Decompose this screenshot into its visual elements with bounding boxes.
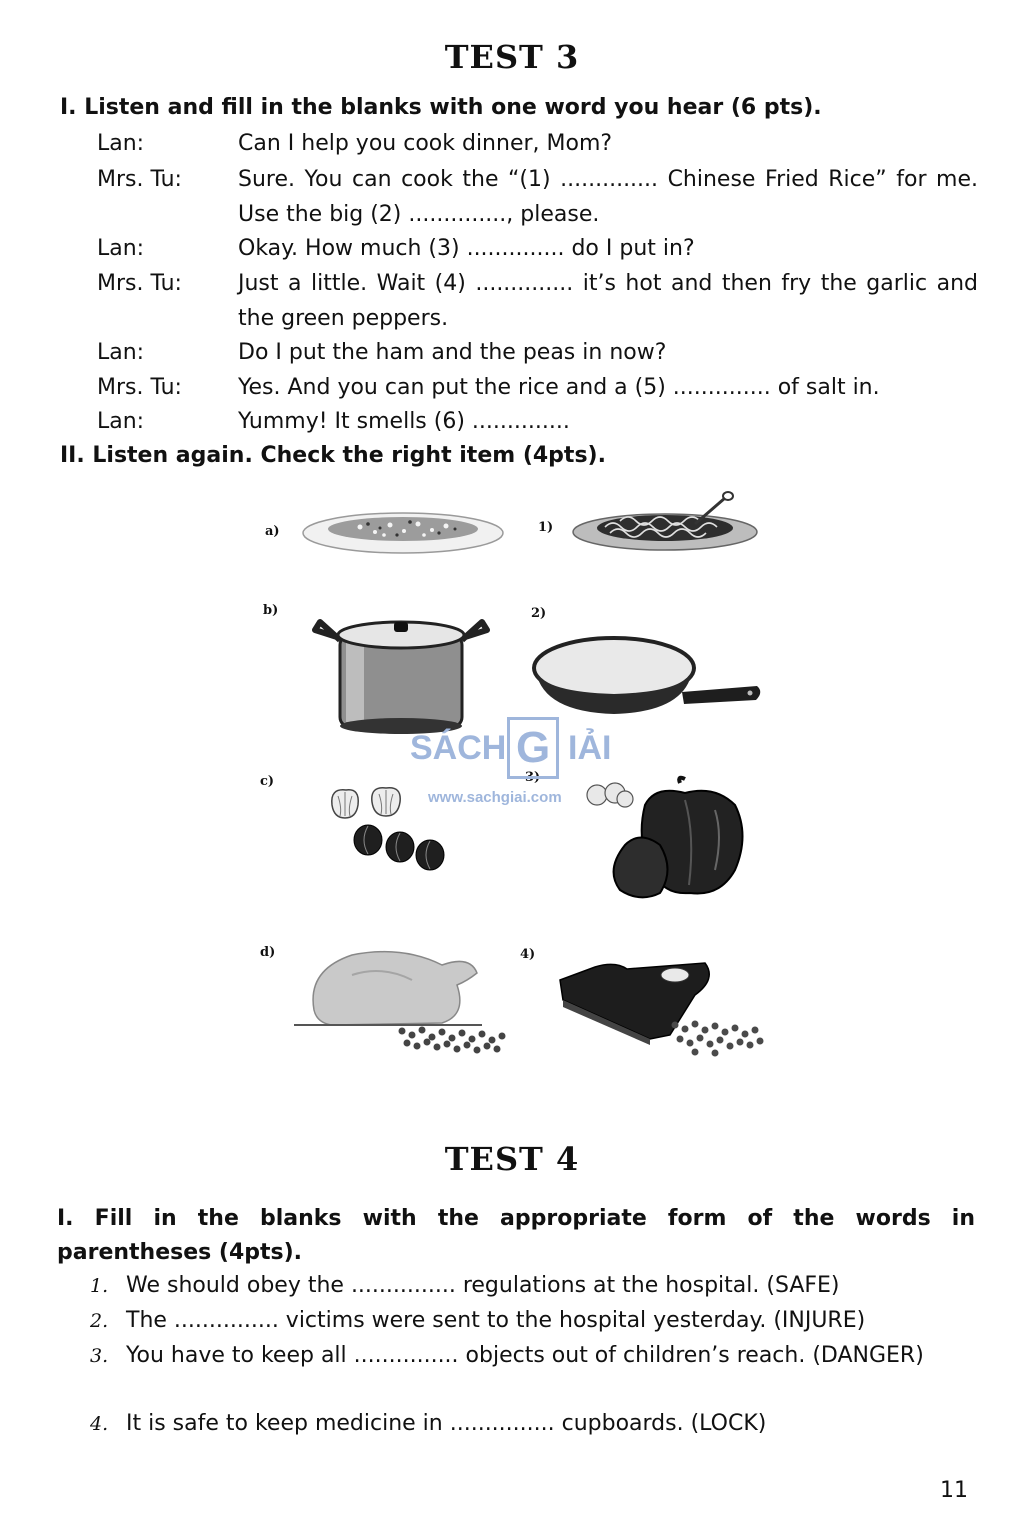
option-label-c: c) (260, 774, 275, 789)
page-number: 11 (940, 1478, 968, 1503)
fried-rice-plate-picture[interactable] (300, 505, 510, 560)
item-number: 1. (90, 1275, 109, 1297)
test4-section1-heading: I. Fill in the blanks with the appropriate form of the words in parentheses (4pts). (57, 1206, 975, 1265)
item-text: It is safe to keep medicine in ............... cupboards. (LOCK) (126, 1411, 767, 1436)
item-number: 3. (90, 1345, 109, 1367)
dialogue-text: Just a little. Wait (4) .............. it’s hot and then fry the garlic and the green peppers. (238, 271, 978, 331)
item-number: 4. (90, 1413, 109, 1435)
option-label-d: d) (260, 945, 276, 960)
item-text: We should obey the ............... regulations at the hospital. (SAFE) (126, 1273, 840, 1298)
watermark-url: www.sachgiai.com (428, 789, 562, 806)
frying-pan-picture[interactable] (532, 630, 767, 720)
speaker: Mrs. Tu: (97, 167, 182, 192)
option-label-1: 1) (538, 520, 554, 535)
test3-section2-heading: II. Listen again. Check the right item (4pts). (60, 443, 606, 468)
speaker: Mrs. Tu: (97, 375, 182, 400)
dialogue-text: Yes. And you can put the rice and a (5) .............. of salt in. (238, 375, 880, 400)
item-text: You have to keep all ............... objects out of children’s reach. (DANGER) (126, 1343, 924, 1368)
speaker: Lan: (97, 340, 145, 365)
speaker: Lan: (97, 236, 145, 261)
item-number: 2. (90, 1310, 109, 1332)
dialogue-text: Sure. You can cook the “(1) .............. Chinese Fried Rice” for me. Use the big (2) .............., please. (238, 167, 978, 227)
noodles-plate-picture[interactable] (565, 490, 765, 555)
dialogue-text: Do I put the ham and the peas in now? (238, 340, 667, 365)
speaker: Lan: (97, 409, 145, 434)
chicken-and-peas-picture[interactable] (292, 945, 527, 1060)
option-label-b: b) (263, 603, 279, 618)
option-label-4: 4) (520, 947, 536, 962)
watermark-brand-right: IẢI (568, 729, 612, 767)
dialogue-text: Okay. How much (3) .............. do I put in? (238, 236, 695, 261)
dialogue-text: Can I help you cook dinner, Mom? (238, 131, 613, 156)
watermark-brand-left: SÁCH (410, 729, 507, 767)
test3-section1-heading: I. Listen and fill in the blanks with one word you hear (6 pts). (60, 95, 822, 120)
watermark (410, 715, 620, 815)
test4-title: TEST 4 (444, 1140, 580, 1178)
ham-and-peas-picture[interactable] (555, 955, 775, 1065)
speaker: Lan: (97, 131, 145, 156)
option-label-3: 3) (525, 770, 541, 785)
watermark-brand-mark: G (507, 717, 559, 779)
item-text: The ............... victims were sent to the hospital yesterday. (INJURE) (126, 1308, 866, 1333)
test3-title: TEST 3 (444, 38, 580, 76)
option-label-a: a) (265, 524, 280, 539)
speaker: Mrs. Tu: (97, 271, 182, 296)
option-label-2: 2) (531, 606, 547, 621)
dialogue-text: Yummy! It smells (6) .............. (238, 409, 570, 434)
